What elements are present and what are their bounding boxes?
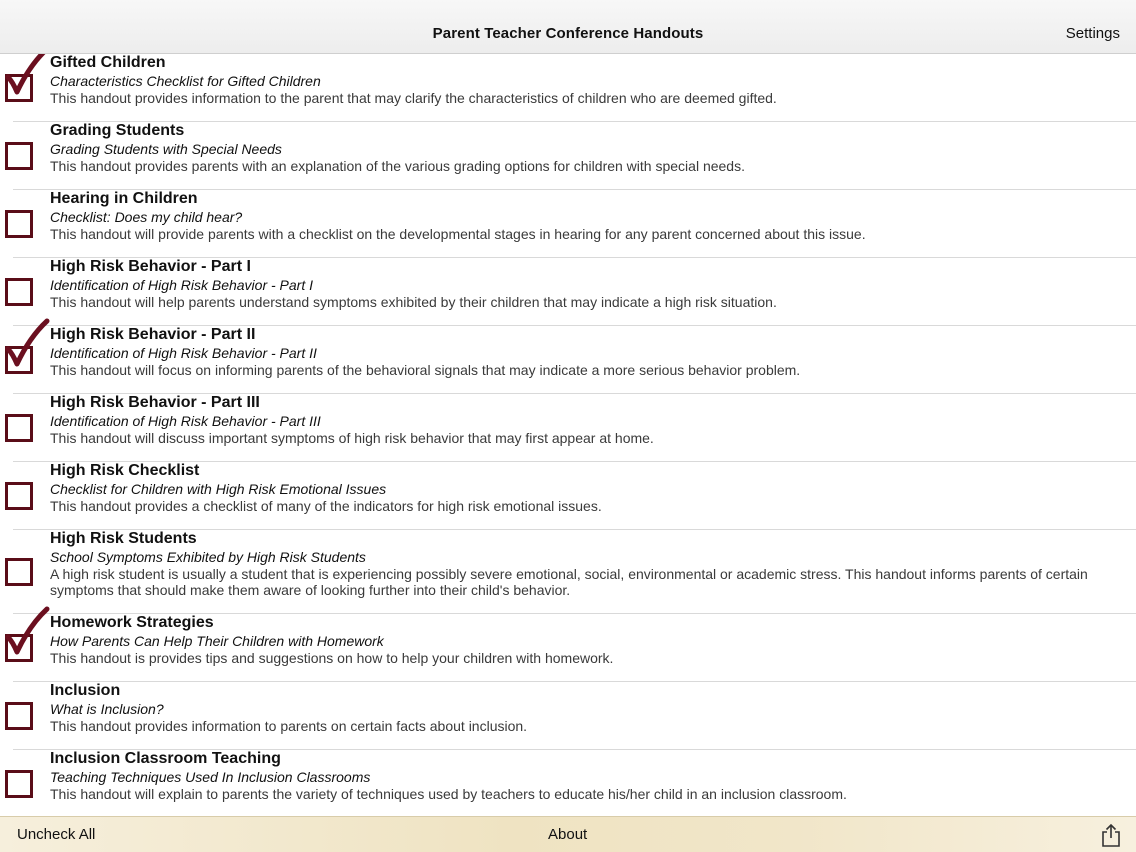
handout-checkbox[interactable] [5, 770, 33, 798]
handout-title: High Risk Checklist [50, 462, 200, 479]
handout-description: This handout provides information to parents on certain facts about inclusion. [50, 718, 528, 734]
checkmark-icon [2, 607, 48, 655]
handout-title: High Risk Students [50, 530, 197, 547]
handout-row-homework-strategies[interactable] [13, 614, 1136, 682]
handout-text [50, 122, 1130, 174]
handout-checkbox[interactable] [5, 210, 33, 238]
handout-row-high-risk-checklist[interactable] [13, 462, 1136, 530]
checkmark-icon [2, 319, 48, 367]
handout-title: High Risk Behavior - Part II [50, 326, 256, 343]
handout-row-high-risk-behavior-part-i[interactable] [13, 258, 1136, 326]
share-icon[interactable] [1100, 823, 1122, 847]
handout-text [50, 190, 1130, 242]
handout-text [50, 326, 1130, 378]
handout-text [50, 682, 1130, 734]
handout-row-inclusion-classroom-teaching[interactable] [13, 750, 1136, 816]
handout-checkbox[interactable] [5, 142, 33, 170]
handout-subtitle: School Symptoms Exhibited by High Risk Students [50, 549, 366, 565]
handout-text [50, 530, 1130, 598]
handout-title: High Risk Behavior - Part I [50, 258, 251, 275]
handout-title: Hearing in Children [50, 190, 198, 207]
handout-row-hearing-in-children[interactable] [13, 190, 1136, 258]
handout-subtitle: Checklist for Children with High Risk Emotional Issues [50, 481, 387, 497]
navigation-bar [0, 0, 1136, 54]
handout-checkbox[interactable] [5, 74, 33, 102]
handout-title: Homework Strategies [50, 614, 214, 631]
handout-description: This handout provides information to the parent that may clarify the characteristics of children who are deemed gifted. [50, 90, 777, 106]
page-title: Parent Teacher Conference Handouts [432, 25, 704, 42]
handout-subtitle: Characteristics Checklist for Gifted Children [50, 73, 321, 89]
handout-description: This handout will help parents understand symptoms exhibited by their children that may indicate a high risk situation. [50, 294, 777, 310]
handout-description: This handout will discuss important symptoms of high risk behavior that may first appear at home. [50, 430, 654, 446]
handout-checkbox[interactable] [5, 702, 33, 730]
handout-list [0, 54, 1136, 816]
checkmark-icon [2, 54, 48, 95]
handout-text [50, 258, 1130, 310]
settings-button[interactable]: Settings [1065, 25, 1120, 42]
handout-description: This handout is provides tips and suggestions on how to help your children with homework. [50, 650, 614, 666]
handout-subtitle: Checklist: Does my child hear? [50, 209, 243, 225]
uncheck-all-button[interactable]: Uncheck All [17, 826, 96, 843]
handout-checkbox[interactable] [5, 278, 33, 306]
handout-checkbox[interactable] [5, 558, 33, 586]
handout-description: This handout will provide parents with a checklist on the developmental stages in hearing for any parent concerned about this issue. [50, 226, 866, 242]
handout-subtitle: Grading Students with Special Needs [50, 141, 282, 157]
handout-row-inclusion[interactable] [13, 682, 1136, 750]
handout-text [50, 394, 1130, 446]
handout-description: This handout provides a checklist of many of the indicators for high risk emotional issues. [50, 498, 602, 514]
handout-subtitle: Identification of High Risk Behavior - Part III [50, 413, 321, 429]
handout-title: High Risk Behavior - Part III [50, 394, 260, 411]
handout-subtitle: What is Inclusion? [50, 701, 164, 717]
handout-text [50, 750, 1130, 802]
handout-row-high-risk-students[interactable] [13, 530, 1136, 614]
handout-title: Grading Students [50, 122, 185, 139]
handout-row-gifted-children[interactable] [13, 54, 1136, 122]
handout-title: Inclusion Classroom Teaching [50, 750, 281, 767]
handout-description: This handout will focus on informing parents of the behavioral signals that may indicate a more serious behavior problem. [50, 362, 801, 378]
handout-checkbox[interactable] [5, 414, 33, 442]
handout-description: This handout provides parents with an explanation of the various grading options for children with special needs. [50, 158, 745, 174]
bottom-toolbar [0, 816, 1136, 852]
handout-title: Inclusion [50, 682, 121, 699]
handout-row-high-risk-behavior-part-ii[interactable] [13, 326, 1136, 394]
about-button[interactable]: About [548, 826, 588, 843]
handout-text [50, 54, 1130, 106]
handout-row-grading-students[interactable] [13, 122, 1136, 190]
handout-row-high-risk-behavior-part-iii[interactable] [13, 394, 1136, 462]
handout-subtitle: Teaching Techniques Used In Inclusion Classrooms [50, 769, 371, 785]
handout-text [50, 614, 1130, 666]
handout-checkbox[interactable] [5, 346, 33, 374]
handout-subtitle: How Parents Can Help Their Children with Homework [50, 633, 384, 649]
handout-text [50, 462, 1130, 514]
handout-title: Gifted Children [50, 54, 166, 71]
handout-description: A high risk student is usually a student that is experiencing possibly severe emotional, social, environmental or academic stress. This handout informs parents of certain symptoms that should make them aware of looking further into their child's behavior. [50, 566, 1088, 598]
handout-subtitle: Identification of High Risk Behavior - Part II [50, 345, 317, 361]
handout-checkbox[interactable] [5, 482, 33, 510]
handout-subtitle: Identification of High Risk Behavior - Part I [50, 277, 314, 293]
handout-description: This handout will explain to parents the variety of techniques used by teachers to educate his/her child in an inclusion classroom. [50, 786, 847, 802]
handout-checkbox[interactable] [5, 634, 33, 662]
